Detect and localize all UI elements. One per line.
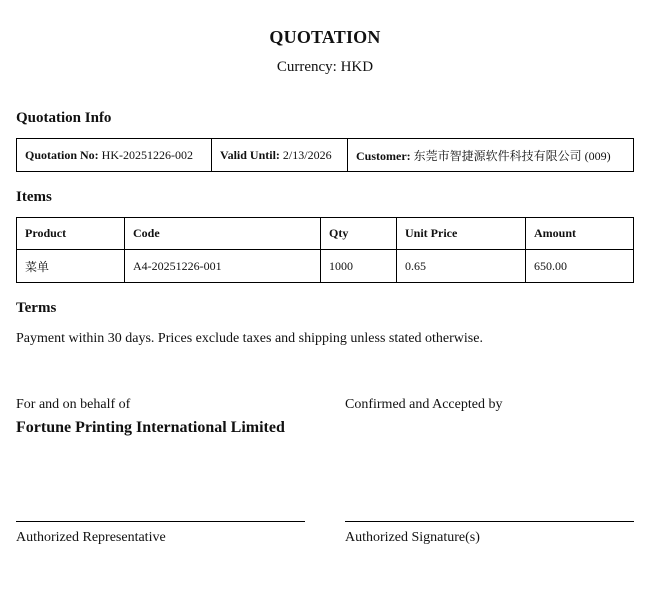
quotation-no-label: Quotation No: bbox=[25, 147, 99, 162]
valid-until-cell bbox=[212, 139, 348, 172]
customer-cell bbox=[348, 139, 634, 172]
cell-qty: 1000 bbox=[321, 250, 397, 283]
right-signature-line bbox=[345, 521, 634, 522]
valid-until-label: Valid Until: bbox=[220, 147, 280, 162]
column-header-unit-price: Unit Price bbox=[397, 218, 526, 250]
cell-amount: 650.00 bbox=[526, 250, 634, 283]
customer-value: 东莞市智捷源软件科技有限公司 (009) bbox=[413, 148, 611, 163]
right-signature-footer: Authorized Signature(s) bbox=[345, 530, 480, 545]
right-signature-caption: Confirmed and Accepted by bbox=[345, 397, 503, 412]
cell-product: 菜单 bbox=[17, 250, 125, 283]
quotation-info-table bbox=[16, 138, 634, 172]
column-header-amount: Amount bbox=[526, 218, 634, 250]
customer-label: Customer: bbox=[356, 148, 411, 163]
items-heading: Items bbox=[16, 189, 52, 205]
company-name: Fortune Printing International Limited bbox=[16, 419, 285, 436]
items-table bbox=[16, 217, 634, 283]
column-header-product: Product bbox=[17, 218, 125, 250]
left-signature-caption: For and on behalf of bbox=[16, 397, 131, 412]
quotation-info-row bbox=[17, 139, 634, 172]
cell-code: A4-20251226-001 bbox=[125, 250, 321, 283]
terms-heading: Terms bbox=[16, 300, 57, 316]
quotation-info-heading: Quotation Info bbox=[16, 110, 112, 126]
currency-label: Currency: HKD bbox=[276, 59, 374, 75]
column-header-qty: Qty bbox=[321, 218, 397, 250]
column-header-code: Code bbox=[125, 218, 321, 250]
document-title: QUOTATION bbox=[269, 27, 381, 47]
table-row bbox=[17, 250, 634, 283]
valid-until-value: 2/13/2026 bbox=[282, 147, 332, 162]
left-signature-line bbox=[16, 521, 305, 522]
quotation-no-value: HK-20251226-002 bbox=[101, 147, 193, 162]
quotation-no-cell bbox=[17, 139, 212, 172]
cell-unit-price: 0.65 bbox=[397, 250, 526, 283]
items-header-row bbox=[17, 218, 634, 250]
left-signature-footer: Authorized Representative bbox=[16, 530, 166, 545]
terms-text: Payment within 30 days. Prices exclude taxes and shipping unless stated otherwise. bbox=[16, 331, 483, 346]
